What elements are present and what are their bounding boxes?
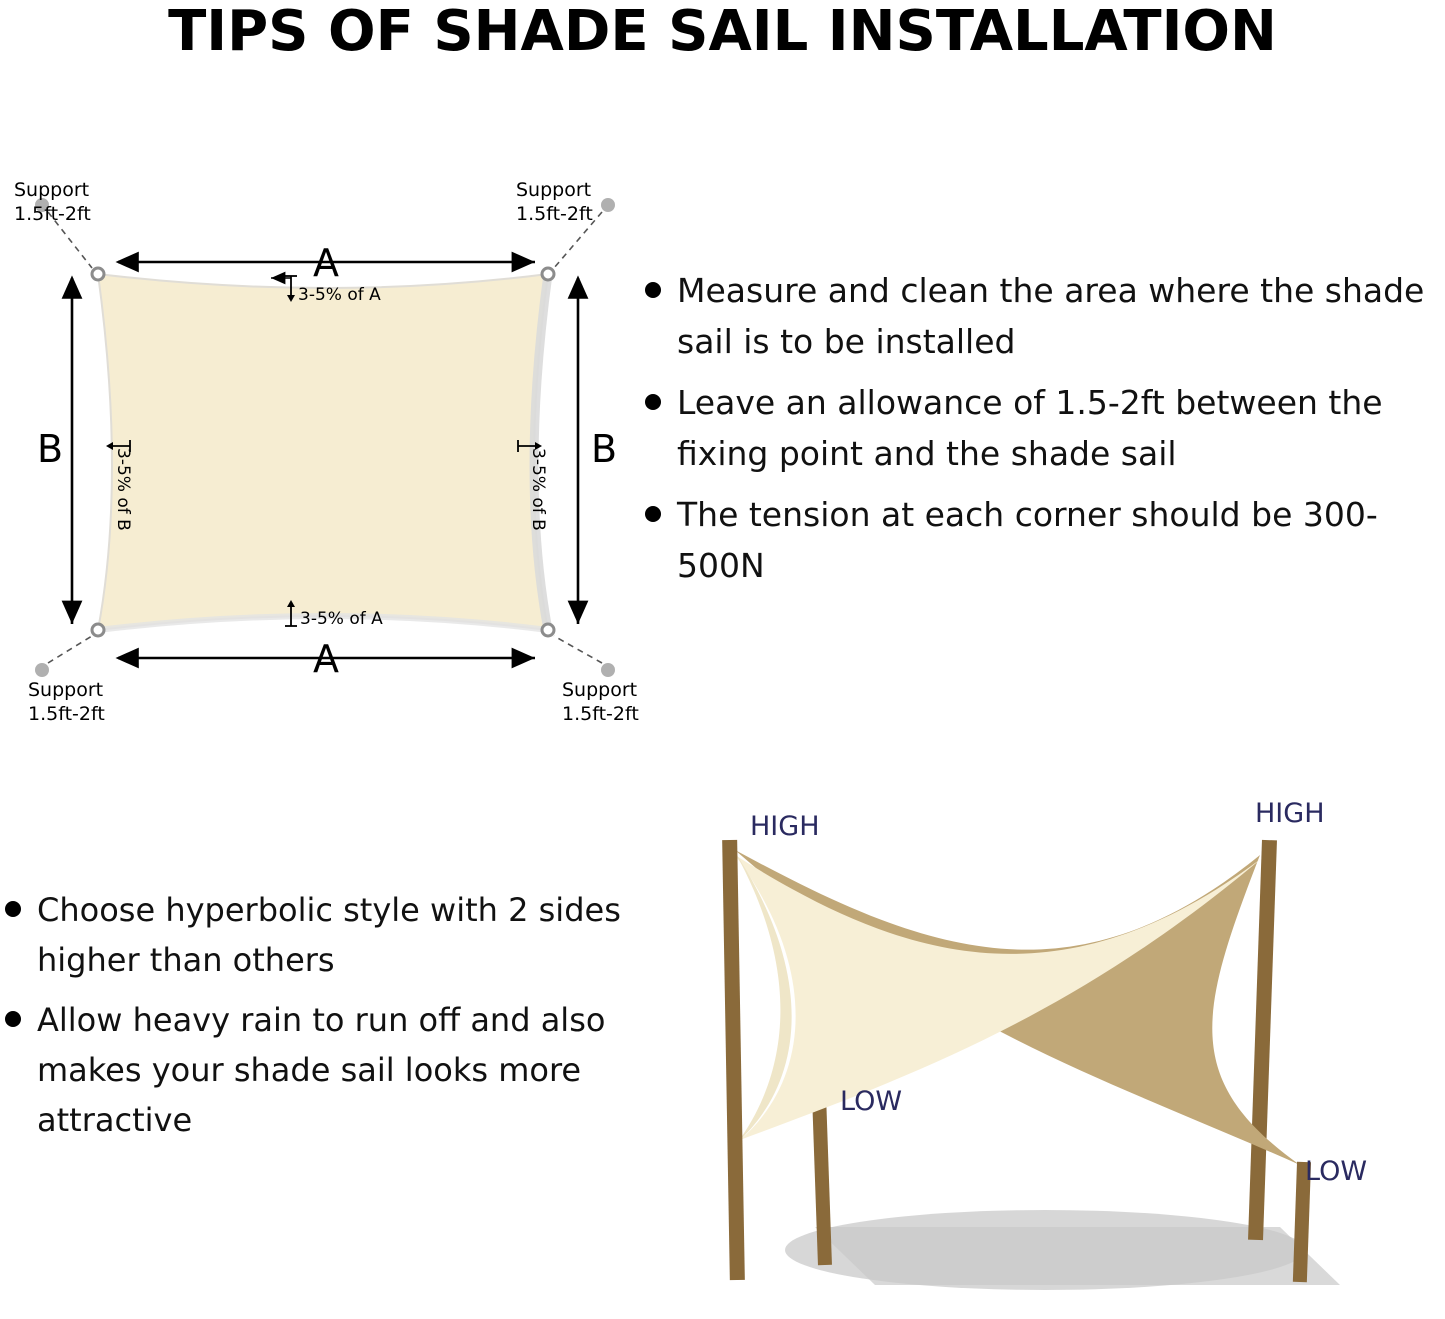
list-item (5, 885, 625, 985)
label-support-bottom-left-line1: Support (28, 679, 104, 701)
label-support-top-right-line2: 1.5ft-2ft (516, 203, 593, 225)
label-low-left: LOW (840, 1086, 903, 1117)
list-item (5, 995, 625, 1145)
label-curve-bottom: 3-5% of A (300, 609, 383, 629)
label-high-left: HIGH (750, 811, 820, 842)
installation-tips-list (645, 265, 1445, 601)
list-item (645, 489, 1445, 591)
label-support-top-right-line1: Support (516, 179, 592, 201)
list-item-text: Choose hyperbolic style with 2 sides higher than others (37, 891, 621, 979)
label-dim-left-b: B (36, 427, 64, 471)
bullet-dot-icon (5, 1011, 21, 1027)
label-high-right: HIGH (1255, 798, 1325, 829)
label-dim-bottom-a: A (313, 637, 339, 681)
hyperbolic-sail-illustration (640, 780, 1445, 1319)
label-support-bottom-left-line2: 1.5ft-2ft (28, 703, 105, 725)
bullet-dot-icon (5, 901, 21, 917)
label-support-bottom-right-line2: 1.5ft-2ft (562, 703, 639, 725)
shade-sail-dimension-diagram (0, 150, 660, 730)
bullet-dot-icon (645, 282, 661, 298)
list-item-text: The tension at each corner should be 300-500N (677, 495, 1378, 585)
list-item-text: Allow heavy rain to run off and also makes your shade sail looks more attractive (37, 1001, 606, 1139)
label-support-top-left-line1: Support (14, 179, 90, 201)
hyperbolic-tips-list (5, 885, 625, 1155)
label-curve-right: 3-5% of B (528, 448, 548, 531)
list-item-text: Measure and clean the area where the shade sail is to be installed (677, 271, 1425, 361)
label-dim-right-b: B (590, 427, 618, 471)
label-support-bottom-right-line1: Support (562, 679, 638, 701)
list-item-text: Leave an allowance of 1.5-2ft between the fixing point and the shade sail (677, 383, 1383, 473)
label-support-top-left-line2: 1.5ft-2ft (14, 203, 91, 225)
label-low-right: LOW (1305, 1156, 1368, 1187)
bullet-dot-icon (645, 506, 661, 522)
label-curve-left: 3-5% of B (113, 448, 133, 531)
list-item (645, 265, 1445, 367)
label-curve-top: 3-5% of A (298, 285, 381, 305)
page-title: TIPS OF SHADE SAIL INSTALLATION (168, 0, 1277, 64)
list-item (645, 377, 1445, 479)
label-dim-top-a: A (313, 241, 339, 285)
bullet-dot-icon (645, 394, 661, 410)
